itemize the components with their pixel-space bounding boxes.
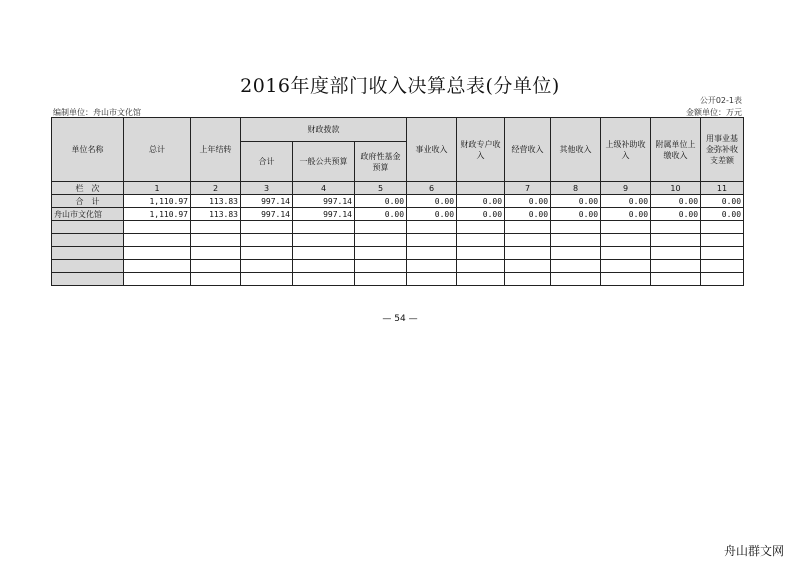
- cell-value: 1,110.97: [124, 195, 191, 208]
- watermark-label: 舟山群文网: [723, 544, 784, 558]
- cell-value: 0.00: [701, 195, 744, 208]
- empty-cell: [191, 260, 241, 273]
- cell-value: 997.14: [293, 195, 355, 208]
- empty-cell: [505, 234, 551, 247]
- cell-value: 0.00: [457, 195, 505, 208]
- income-table: [51, 117, 744, 286]
- header-superior-subsidy: 上级补助收入: [601, 118, 651, 182]
- cell-value: 997.14: [241, 195, 293, 208]
- empty-cell: [355, 273, 407, 286]
- empty-cell: [457, 247, 505, 260]
- page-title: 2016年度部门收入决算总表(分单位): [240, 75, 560, 97]
- cell-value: 0.00: [551, 208, 601, 221]
- empty-cell: [52, 221, 124, 234]
- cell-value: 0.00: [601, 195, 651, 208]
- empty-cell: [701, 247, 744, 260]
- page-number: — 54 —: [382, 314, 418, 324]
- empty-cell: [651, 221, 701, 234]
- header-fund-budget: 政府性基金预算: [355, 142, 407, 182]
- row-number-row: [52, 182, 744, 195]
- empty-cell: [457, 234, 505, 247]
- empty-cell: [241, 247, 293, 260]
- empty-cell: [355, 221, 407, 234]
- empty-cell: [124, 260, 191, 273]
- table-row-empty: [52, 247, 744, 260]
- col-number: 9: [601, 182, 651, 195]
- empty-cell: [293, 234, 355, 247]
- empty-cell: [457, 221, 505, 234]
- empty-cell: [191, 221, 241, 234]
- empty-cell: [241, 234, 293, 247]
- empty-cell: [355, 247, 407, 260]
- empty-cell: [701, 260, 744, 273]
- cell-value: 113.83: [191, 208, 241, 221]
- cell-value: 997.14: [293, 208, 355, 221]
- col-number: 5: [355, 182, 407, 195]
- cell-value: 0.00: [551, 195, 601, 208]
- cell-value: 0.00: [701, 208, 744, 221]
- table-row-empty: [52, 234, 744, 247]
- empty-cell: [52, 260, 124, 273]
- org-label: 编制单位：舟山市文化馆: [53, 108, 141, 117]
- empty-cell: [651, 247, 701, 260]
- empty-cell: [407, 260, 457, 273]
- empty-cell: [551, 221, 601, 234]
- col-number: 4: [293, 182, 355, 195]
- empty-cell: [191, 234, 241, 247]
- cell-value: 0.00: [355, 195, 407, 208]
- empty-cell: [551, 234, 601, 247]
- empty-cell: [241, 221, 293, 234]
- empty-cell: [505, 247, 551, 260]
- form-code: 公开02-1表: [699, 96, 742, 105]
- empty-cell: [124, 234, 191, 247]
- empty-cell: [355, 260, 407, 273]
- header-total: 总计: [124, 118, 191, 182]
- col-number: 1: [124, 182, 191, 195]
- cell-value: 0.00: [407, 195, 457, 208]
- empty-cell: [241, 260, 293, 273]
- empty-cell: [407, 247, 457, 260]
- table-row: [52, 208, 744, 221]
- empty-cell: [505, 221, 551, 234]
- empty-cell: [293, 260, 355, 273]
- empty-cell: [601, 234, 651, 247]
- header-special-income: 财政专户收入: [457, 118, 505, 182]
- empty-cell: [551, 247, 601, 260]
- header-name: 单位名称: [52, 118, 124, 182]
- header-affiliated-income: 附属单位上缴收入: [651, 118, 701, 182]
- cell-value: 0.00: [457, 208, 505, 221]
- empty-cell: [293, 221, 355, 234]
- header-fiscal-group: 财政拨款: [241, 118, 407, 142]
- empty-cell: [124, 273, 191, 286]
- header-carryover: 上年结转: [191, 118, 241, 182]
- empty-cell: [407, 221, 457, 234]
- col-number: 2: [191, 182, 241, 195]
- empty-cell: [505, 260, 551, 273]
- cell-value: 1,110.97: [124, 208, 191, 221]
- empty-cell: [651, 273, 701, 286]
- empty-cell: [601, 221, 651, 234]
- row-number-label: 栏 次: [52, 182, 124, 195]
- unit-label: 金额单位：万元: [686, 108, 742, 117]
- col-number: 10: [651, 182, 701, 195]
- cell-value: 0.00: [651, 195, 701, 208]
- table-row-empty: [52, 273, 744, 286]
- empty-cell: [457, 273, 505, 286]
- col-number: 3: [241, 182, 293, 195]
- empty-cell: [124, 247, 191, 260]
- header-general-budget: 一般公共预算: [293, 142, 355, 182]
- row-name: 合 计: [52, 195, 124, 208]
- empty-cell: [701, 221, 744, 234]
- empty-cell: [651, 234, 701, 247]
- empty-cell: [601, 247, 651, 260]
- empty-cell: [601, 260, 651, 273]
- empty-cell: [551, 260, 601, 273]
- empty-cell: [191, 273, 241, 286]
- col-number: 11: [701, 182, 744, 195]
- cell-value: 0.00: [505, 195, 551, 208]
- empty-cell: [407, 234, 457, 247]
- table-row-total: [52, 195, 744, 208]
- cell-value: 0.00: [651, 208, 701, 221]
- empty-cell: [355, 234, 407, 247]
- header-operating-income: 经营收入: [505, 118, 551, 182]
- cell-value: 997.14: [241, 208, 293, 221]
- empty-cell: [52, 273, 124, 286]
- empty-cell: [701, 234, 744, 247]
- empty-cell: [293, 273, 355, 286]
- cell-value: 0.00: [601, 208, 651, 221]
- header-use-fund: 用事业基金弥补收支差额: [701, 118, 744, 182]
- header-career-income: 事业收入: [407, 118, 457, 182]
- header-other-income: 其他收入: [551, 118, 601, 182]
- cell-value: 0.00: [355, 208, 407, 221]
- row-name: 舟山市文化馆: [52, 208, 124, 221]
- table-row-empty: [52, 221, 744, 234]
- empty-cell: [191, 247, 241, 260]
- cell-value: 113.83: [191, 195, 241, 208]
- col-number: [457, 182, 505, 195]
- empty-cell: [651, 260, 701, 273]
- table-row-empty: [52, 260, 744, 273]
- empty-cell: [293, 247, 355, 260]
- empty-cell: [505, 273, 551, 286]
- col-number: 6: [407, 182, 457, 195]
- col-number: 8: [551, 182, 601, 195]
- empty-cell: [551, 273, 601, 286]
- empty-cell: [241, 273, 293, 286]
- empty-cell: [701, 273, 744, 286]
- col-number: 7: [505, 182, 551, 195]
- empty-cell: [601, 273, 651, 286]
- empty-cell: [52, 247, 124, 260]
- empty-cell: [52, 234, 124, 247]
- empty-cell: [457, 260, 505, 273]
- header-fiscal-total: 合计: [241, 142, 293, 182]
- empty-cell: [407, 273, 457, 286]
- empty-cell: [124, 221, 191, 234]
- cell-value: 0.00: [407, 208, 457, 221]
- cell-value: 0.00: [505, 208, 551, 221]
